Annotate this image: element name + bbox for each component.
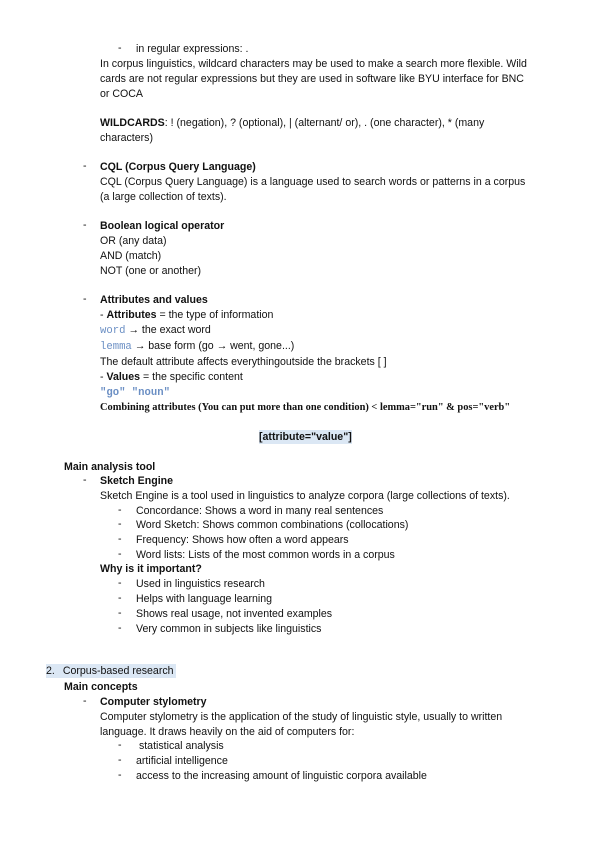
- why-item: Shows real usage, not invented examples: [136, 608, 333, 620]
- bullet-dash: -: [118, 607, 122, 619]
- attribute-value-syntax: [attribute="value"]: [259, 431, 352, 443]
- attributes-label: Attributes: [106, 309, 157, 321]
- boolean-and: AND (match): [100, 250, 162, 262]
- bullet-dash: -: [118, 592, 122, 604]
- attributes-line: [100, 308, 273, 322]
- cql-paragraph-line2: (a large collection of texts).: [100, 191, 227, 203]
- default-attribute-line: The default attribute affects everythingoutside the brackets [ ]: [100, 356, 387, 368]
- wildcards-text: : ! (negation), ? (optional), | (alternant/ or), . (one character), * (many: [164, 117, 485, 129]
- attributes-title: Attributes and values: [100, 294, 208, 306]
- stylometry-item: access to the increasing amount of linguistic corpora available: [136, 770, 427, 782]
- sketch-item: Word lists: Lists of the most common words in a corpus: [136, 549, 395, 561]
- stylometry-title: Computer stylometry: [100, 696, 207, 708]
- bullet-dash: -: [118, 548, 122, 560]
- bullet-dash: -: [83, 160, 87, 172]
- section-title: Corpus-based research: [62, 665, 174, 677]
- bullet-dash: -: [83, 474, 87, 486]
- stylometry-item: artificial intelligence: [136, 755, 228, 767]
- boolean-title: Boolean logical operator: [100, 220, 225, 232]
- bullet-dash: -: [118, 769, 122, 781]
- sketch-engine-title: Sketch Engine: [100, 475, 173, 487]
- boolean-not: NOT (one or another): [100, 265, 202, 277]
- bullet-dash: -: [118, 504, 122, 516]
- why-important-heading: Why is it important?: [100, 563, 202, 575]
- wildcard-paragraph-line2: cards are not regular expressions but they are used in software like BYU interface for BNC: [100, 73, 524, 85]
- wildcards-line: [100, 116, 484, 130]
- section-number: 2.: [46, 665, 55, 677]
- bullet-dash: -: [83, 695, 87, 707]
- bullet-dash: -: [118, 622, 122, 634]
- sketch-item: Concordance: Shows a word in many real sentences: [136, 505, 384, 517]
- word-text: → the exact word: [125, 324, 211, 336]
- sketch-item: Frequency: Shows how often a word appears: [136, 534, 349, 546]
- why-item: Helps with language learning: [136, 593, 273, 605]
- bullet-dash: -: [118, 42, 122, 54]
- values-label: Values: [106, 371, 141, 383]
- why-item: Very common in subjects like linguistics: [136, 623, 322, 635]
- main-concepts-heading: Main concepts: [64, 681, 138, 693]
- lemma-text: → base form (go → went, gone...): [131, 340, 295, 352]
- main-analysis-tool-heading: Main analysis tool: [64, 461, 156, 473]
- bullet-dash: -: [118, 754, 122, 766]
- bullet-dash: -: [83, 219, 87, 231]
- wildcard-paragraph-line1: In corpus linguistics, wildcard characters may be used to make a search more flexible. Wild: [100, 58, 527, 70]
- attributes-prefix: -: [100, 309, 107, 321]
- bullet-dash: -: [83, 293, 87, 305]
- values-text: = the specific content: [140, 371, 243, 383]
- bullet-dash: -: [118, 518, 122, 530]
- wildcard-paragraph-line3: or COCA: [100, 88, 143, 100]
- combining-attributes: Combining attributes (You can put more than one condition) < lemma="run" & pos="verb": [100, 402, 511, 413]
- section-heading: [46, 664, 176, 678]
- boolean-or: OR (any data): [100, 235, 167, 247]
- stylometry-item: statistical analysis: [136, 740, 224, 752]
- bullet-dash: -: [118, 577, 122, 589]
- stylometry-paragraph-line1: Computer stylometry is the application of the study of linguistic style, usually to written: [100, 711, 503, 723]
- stylometry-paragraph-line2: language. It draws heavily on the aid of computers for:: [100, 726, 355, 738]
- values-line: [100, 370, 243, 384]
- regex-item: in regular expressions: .: [136, 43, 249, 55]
- values-code: "go" "noun": [100, 387, 170, 399]
- lemma-line: [100, 339, 294, 354]
- sketch-item: Word Sketch: Shows common combinations (collocations): [136, 519, 409, 531]
- cql-paragraph-line1: CQL (Corpus Query Language) is a language used to search words or patterns in a corpus: [100, 176, 526, 188]
- why-item: Used in linguistics research: [136, 578, 265, 590]
- word-code: word: [100, 325, 126, 337]
- wildcards-label: WILDCARDS: [100, 117, 165, 129]
- wildcards-line2: characters): [100, 132, 153, 144]
- bullet-dash: -: [118, 739, 122, 751]
- sketch-engine-paragraph: Sketch Engine is a tool used in linguistics to analyze corpora (large collections of texts).: [100, 490, 510, 502]
- lemma-code: lemma: [100, 341, 132, 353]
- bullet-dash: -: [118, 533, 122, 545]
- values-prefix: -: [100, 371, 107, 383]
- word-line: [100, 323, 211, 338]
- cql-title: CQL (Corpus Query Language): [100, 161, 256, 173]
- attributes-text: = the type of information: [156, 309, 274, 321]
